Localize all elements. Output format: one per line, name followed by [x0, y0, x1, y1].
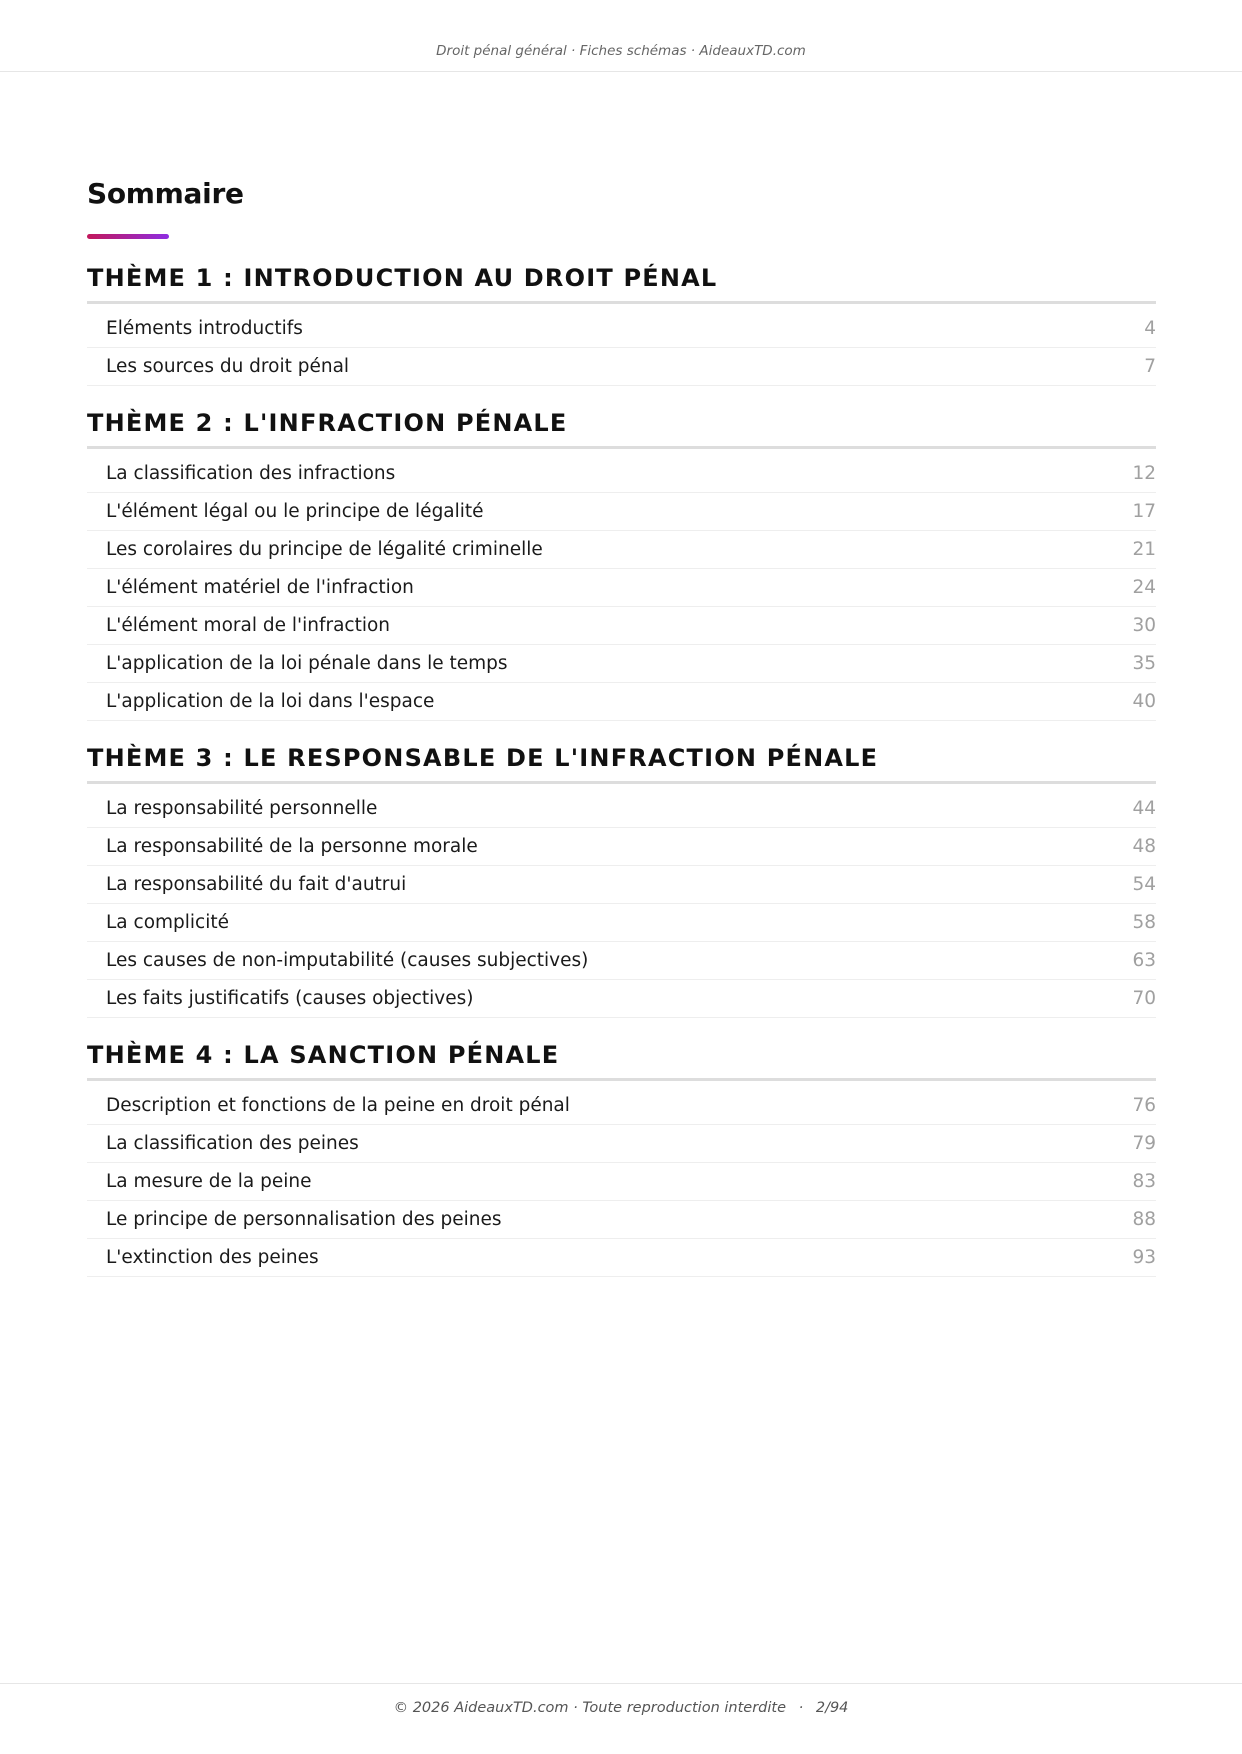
- toc-entry[interactable]: [87, 828, 1156, 866]
- theme-heading: THÈME 2 : L'INFRACTION PÉNALE: [87, 400, 1156, 449]
- toc-entry-label: Le principe de personnalisation des peines: [106, 1209, 502, 1230]
- toc-entry[interactable]: [87, 348, 1156, 386]
- page-footer: [0, 1683, 1242, 1754]
- toc-entry[interactable]: [87, 866, 1156, 904]
- toc-entry[interactable]: [87, 904, 1156, 942]
- theme-section: [87, 255, 1156, 386]
- toc-entry-page: 88: [1132, 1209, 1156, 1230]
- toc-entry[interactable]: [87, 790, 1156, 828]
- toc-entry-label: La responsabilité personnelle: [106, 798, 378, 819]
- toc-entry-label: La complicité: [106, 912, 230, 933]
- toc-entry-page: 12: [1132, 463, 1156, 484]
- toc-entry[interactable]: [87, 1087, 1156, 1125]
- toc-entry[interactable]: [87, 645, 1156, 683]
- footer-text: [0, 1700, 1242, 1716]
- toc-entry-page: 48: [1132, 836, 1156, 857]
- theme-heading: THÈME 3 : LE RESPONSABLE DE L'INFRACTION PÉNALE: [87, 735, 1156, 784]
- toc-entry-page: 54: [1132, 874, 1156, 895]
- theme-section: [87, 1032, 1156, 1277]
- toc-entry-label: L'élément légal ou le principe de légalité: [106, 501, 484, 522]
- toc-entry-page: 79: [1132, 1133, 1156, 1154]
- toc-entry[interactable]: [87, 1163, 1156, 1201]
- toc-entry[interactable]: [87, 569, 1156, 607]
- toc-entry-label: Eléments introductifs: [106, 318, 303, 339]
- toc-entry-page: 24: [1132, 577, 1156, 598]
- toc-entry-page: 30: [1132, 615, 1156, 636]
- toc-entry[interactable]: [87, 310, 1156, 348]
- toc-entry-label: Les sources du droit pénal: [106, 356, 350, 377]
- toc-entry-label: L'extinction des peines: [106, 1247, 319, 1268]
- toc-entry-page: 93: [1132, 1247, 1156, 1268]
- toc-entry-page: 35: [1132, 653, 1156, 674]
- toc-entry-label: L'élément moral de l'infraction: [106, 615, 391, 636]
- toc-entry[interactable]: [87, 1201, 1156, 1239]
- footer-copyright: © 2026 AideauxTD.com · Toute reproduction interdite: [393, 1700, 787, 1716]
- toc-entry-page: 58: [1132, 912, 1156, 933]
- toc-entry-page: 83: [1132, 1171, 1156, 1192]
- toc-entry[interactable]: [87, 942, 1156, 980]
- toc-entry-label: Les faits justificatifs (causes objectives): [106, 988, 474, 1009]
- toc-entry-label: La mesure de la peine: [106, 1171, 312, 1192]
- page-title: Sommaire: [87, 177, 244, 210]
- toc-entry-label: Les causes de non-imputabilité (causes subjectives): [106, 950, 589, 971]
- toc-entry-label: La classification des infractions: [106, 463, 396, 484]
- toc-entry-page: 63: [1132, 950, 1156, 971]
- toc-entry-label: La responsabilité de la personne morale: [106, 836, 478, 857]
- toc-entry-page: 4: [1144, 318, 1156, 339]
- theme-section: [87, 735, 1156, 1018]
- toc-entry-page: 40: [1132, 691, 1156, 712]
- toc-entry-page: 76: [1132, 1095, 1156, 1116]
- toc-entry[interactable]: [87, 1125, 1156, 1163]
- toc-entry-page: 21: [1132, 539, 1156, 560]
- page-header: [0, 0, 1242, 72]
- toc-entry-label: La classification des peines: [106, 1133, 359, 1154]
- toc-entry-label: L'élément matériel de l'infraction: [106, 577, 414, 598]
- toc-entry[interactable]: [87, 531, 1156, 569]
- toc-entry-label: Description et fonctions de la peine en droit pénal: [106, 1095, 570, 1116]
- theme-heading: THÈME 4 : LA SANCTION PÉNALE: [87, 1032, 1156, 1081]
- themes-list: [87, 255, 1156, 1277]
- toc-entry-page: 17: [1132, 501, 1156, 522]
- title-underline: [87, 234, 169, 239]
- toc-entry-page: 70: [1132, 988, 1156, 1009]
- toc-entry[interactable]: [87, 1239, 1156, 1277]
- toc-entry-label: L'application de la loi pénale dans le temps: [106, 653, 508, 674]
- toc-entry-page: 7: [1144, 356, 1156, 377]
- header-text: Droit pénal général · Fiches schémas · AideauxTD.com: [436, 43, 806, 59]
- toc-entry-label: Les corolaires du principe de légalité criminelle: [106, 539, 543, 560]
- toc-entry-label: L'application de la loi dans l'espace: [106, 691, 435, 712]
- toc-entry[interactable]: [87, 980, 1156, 1018]
- toc-entry-page: 44: [1132, 798, 1156, 819]
- table-of-contents: [87, 170, 1156, 1277]
- toc-entry[interactable]: [87, 493, 1156, 531]
- toc-entry-label: La responsabilité du fait d'autrui: [106, 874, 407, 895]
- page-indicator: 2/94: [815, 1700, 849, 1716]
- toc-entry[interactable]: [87, 455, 1156, 493]
- theme-section: [87, 400, 1156, 721]
- footer-separator: ·: [798, 1700, 804, 1716]
- toc-entry[interactable]: [87, 607, 1156, 645]
- theme-heading: THÈME 1 : INTRODUCTION AU DROIT PÉNAL: [87, 255, 1156, 304]
- toc-entry[interactable]: [87, 683, 1156, 721]
